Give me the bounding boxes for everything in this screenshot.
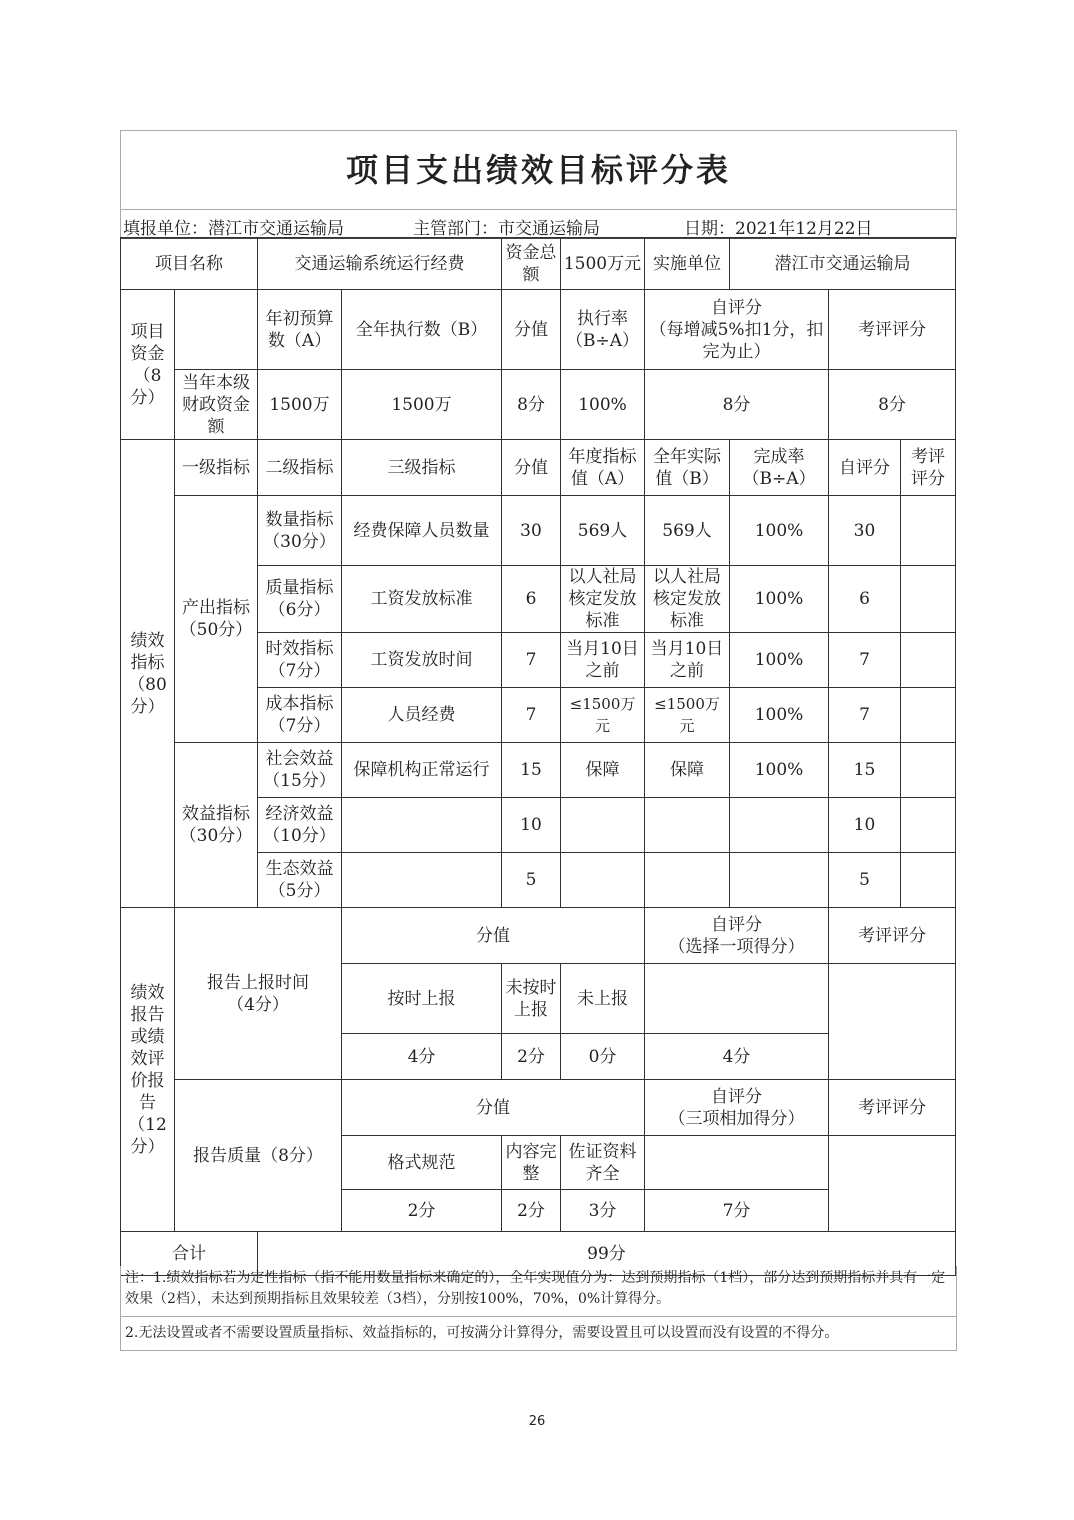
perf-l2: 成本指标（7分） [258, 688, 342, 743]
perf-l2: 时效指标（7分） [258, 633, 342, 688]
form-title: 项目支出绩效目标评分表 [121, 131, 956, 210]
report-quality-v3: 3分 [561, 1190, 645, 1232]
report-quality-opt-format: 格式规范 [342, 1136, 502, 1190]
impl-unit-label: 实施单位 [645, 238, 730, 290]
notes [120, 1266, 957, 1351]
perf-review [901, 496, 956, 566]
report-time-h-self: 自评分 （选择一项得分） [645, 908, 829, 964]
perf-rate [730, 798, 829, 853]
report-quality-label: 报告质量（8分） [175, 1080, 342, 1232]
impl-unit: 潜江市交通运输局 [730, 238, 956, 290]
page-number: 26 [528, 1414, 546, 1429]
funds-section-label: 项目资金（8分） [121, 290, 175, 440]
report-time-opt-none: 未上报 [561, 964, 645, 1034]
perf-l2: 生态效益（5分） [258, 853, 342, 908]
reporting-unit: 填报单位：潜江市交通运输局 [123, 219, 344, 239]
perf-score: 6 [502, 566, 561, 633]
perf-review [901, 688, 956, 743]
perf-actual: 当月10日之前 [645, 633, 730, 688]
report-quality-h-review: 考评评分 [829, 1080, 956, 1136]
perf-h-l2: 二级指标 [258, 440, 342, 496]
report-time-v1: 4分 [342, 1034, 502, 1080]
perf-target: 569人 [561, 496, 645, 566]
perf-target: 保障 [561, 743, 645, 798]
perf-rate: 100% [730, 496, 829, 566]
funds-h-rate: 执行率（B÷A） [561, 290, 645, 370]
perf-l2: 社会效益（15分） [258, 743, 342, 798]
perf-review [901, 566, 956, 633]
funds-h-score: 分值 [502, 290, 561, 370]
perf-h-self: 自评分 [829, 440, 901, 496]
perf-score: 5 [502, 853, 561, 908]
total-funds-label: 资金总额 [502, 238, 561, 290]
perf-review [901, 633, 956, 688]
perf-actual: 以人社局核定发放标准 [645, 566, 730, 633]
output-indicator-label: 产出指标（50分） [175, 496, 258, 743]
perf-h-actual: 全年实际值（B） [645, 440, 730, 496]
perf-l2: 数量指标（30分） [258, 496, 342, 566]
perf-rate: 100% [730, 743, 829, 798]
perf-l3: 经费保障人员数量 [342, 496, 502, 566]
report-time-v3: 0分 [561, 1034, 645, 1080]
report-time-review [829, 964, 956, 1080]
perf-rate: 100% [730, 566, 829, 633]
funds-review: 8分 [829, 370, 956, 440]
perf-actual: 保障 [645, 743, 730, 798]
perf-section-label: 绩效指标（80分） [121, 440, 175, 908]
perf-h-rate: 完成率（B÷A） [730, 440, 829, 496]
note-1: 注：1.绩效指标若为定性指标（指不能用数量指标来确定的），全年实现值分为：达到预期指标（1档），部分达到预期指标并具有一定效果（2档），未达到预期指标且效果较差（3档），分别按100%，70%，0%计算得分。 [125, 1270, 946, 1307]
score-table [120, 237, 956, 1276]
perf-target: ≤1500万元 [561, 688, 645, 743]
perf-h-score: 分值 [502, 440, 561, 496]
perf-rate: 100% [730, 688, 829, 743]
perf-rate: 100% [730, 633, 829, 688]
total-funds: 1500万元 [561, 238, 645, 290]
form-frame [120, 130, 957, 239]
perf-review [901, 798, 956, 853]
perf-l3 [342, 798, 502, 853]
funds-score: 8分 [502, 370, 561, 440]
perf-actual [645, 798, 730, 853]
note-2: 2.无法设置或者不需要设置质量指标、效益指标的，可按满分计算得分，需要设置且可以设置而没有设置的不得分。 [121, 1316, 956, 1350]
perf-score: 7 [502, 688, 561, 743]
report-time-opt-ontime: 按时上报 [342, 964, 502, 1034]
report-quality-v2: 2分 [502, 1190, 561, 1232]
perf-score: 10 [502, 798, 561, 853]
project-name-label: 项目名称 [121, 238, 258, 290]
total-label: 合计 [121, 1232, 258, 1276]
report-time-opt-late: 未按时上报 [502, 964, 561, 1034]
report-quality-opt-content: 内容完整 [502, 1136, 561, 1190]
report-quality-self-blank [645, 1136, 829, 1190]
perf-actual: ≤1500万元 [645, 688, 730, 743]
funds-blank-cell [175, 290, 258, 370]
perf-l3: 工资发放标准 [342, 566, 502, 633]
benefit-indicator-label: 效益指标（30分） [175, 743, 258, 908]
funds-row-label: 当年本级财政资金额 [175, 370, 258, 440]
perf-h-l3: 三级指标 [342, 440, 502, 496]
report-time-self: 4分 [645, 1034, 829, 1080]
perf-self: 7 [829, 688, 901, 743]
funds-budget: 1500万 [258, 370, 342, 440]
perf-target: 当月10日之前 [561, 633, 645, 688]
perf-l3: 工资发放时间 [342, 633, 502, 688]
perf-l3 [342, 853, 502, 908]
perf-l2: 经济效益（10分） [258, 798, 342, 853]
form-info-row [121, 210, 956, 239]
funds-rate: 100% [561, 370, 645, 440]
report-time-label: 报告上报时间 （4分） [175, 908, 342, 1080]
perf-h-l1: 一级指标 [175, 440, 258, 496]
perf-rate [730, 853, 829, 908]
funds-h-exec: 全年执行数（B） [342, 290, 502, 370]
perf-l3: 保障机构正常运行 [342, 743, 502, 798]
perf-h-review: 考评评分 [901, 440, 956, 496]
perf-self: 30 [829, 496, 901, 566]
perf-target: 以人社局核定发放标准 [561, 566, 645, 633]
report-quality-v1: 2分 [342, 1190, 502, 1232]
perf-self: 10 [829, 798, 901, 853]
report-date: 日期：2021年12月22日 [684, 219, 873, 239]
perf-actual: 569人 [645, 496, 730, 566]
perf-target [561, 798, 645, 853]
perf-review [901, 853, 956, 908]
perf-h-target: 年度指标值（A） [561, 440, 645, 496]
report-quality-opt-evidence: 佐证资料齐全 [561, 1136, 645, 1190]
report-time-h-score: 分值 [342, 908, 645, 964]
perf-self: 15 [829, 743, 901, 798]
perf-score: 15 [502, 743, 561, 798]
perf-self: 5 [829, 853, 901, 908]
report-time-v2: 2分 [502, 1034, 561, 1080]
perf-self: 6 [829, 566, 901, 633]
perf-actual [645, 853, 730, 908]
funds-h-budget: 年初预算数（A） [258, 290, 342, 370]
report-section-label: 绩效报告或绩效评价报告（12分） [121, 908, 175, 1232]
funds-self: 8分 [645, 370, 829, 440]
funds-exec: 1500万 [342, 370, 502, 440]
perf-score: 7 [502, 633, 561, 688]
report-quality-h-score: 分值 [342, 1080, 645, 1136]
perf-self: 7 [829, 633, 901, 688]
project-name: 交通运输系统运行经费 [258, 238, 502, 290]
perf-l3: 人员经费 [342, 688, 502, 743]
perf-score: 30 [502, 496, 561, 566]
report-time-h-review: 考评评分 [829, 908, 956, 964]
report-quality-review [829, 1136, 956, 1232]
perf-l2: 质量指标（6分） [258, 566, 342, 633]
perf-review [901, 743, 956, 798]
total-value: 99分 [258, 1232, 956, 1276]
report-quality-self: 7分 [645, 1190, 829, 1232]
supervising-dept: 主管部门：市交通运输局 [413, 219, 600, 239]
perf-target [561, 853, 645, 908]
report-time-self-blank [645, 964, 829, 1034]
funds-h-self: 自评分 （每增减5%扣1分，扣完为止） [645, 290, 829, 370]
funds-h-review: 考评评分 [829, 290, 956, 370]
report-quality-h-self: 自评分 （三项相加得分） [645, 1080, 829, 1136]
